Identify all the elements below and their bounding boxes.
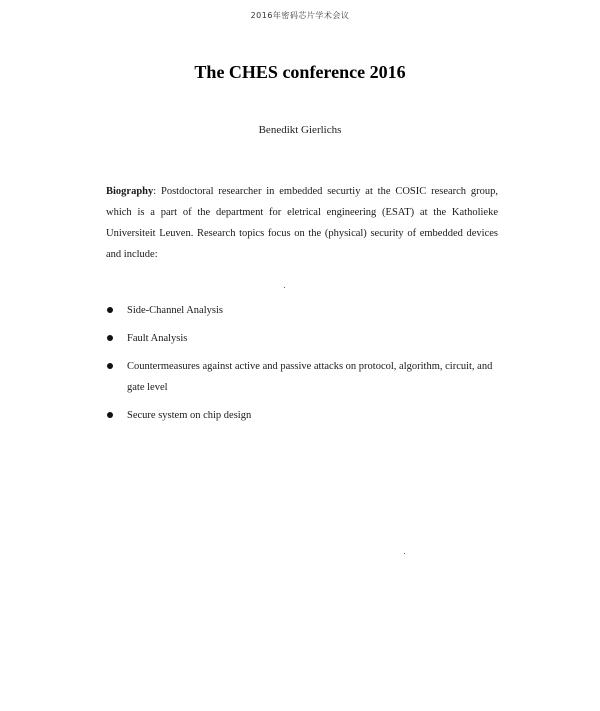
bullet-icon: [107, 335, 113, 341]
topic-text: Fault Analysis: [127, 333, 188, 344]
bullet-icon: [107, 412, 113, 418]
bullet-icon: [107, 363, 113, 369]
topic-text: Secure system on chip design: [127, 410, 252, 421]
topic-text: Countermeasures against active and passive attacks on protocol, algorithm, circuit, and gate level: [127, 361, 493, 393]
page-title: The CHES conference 2016: [194, 62, 406, 82]
author-name: Benedikt Gierlichs: [258, 124, 342, 136]
topic-item: [106, 300, 498, 321]
topic-item: [106, 356, 498, 398]
biography-paragraph: [106, 181, 498, 265]
scan-speck: [284, 287, 285, 288]
page-header-note: 2016年密码芯片学术会议: [250, 11, 350, 20]
biography-label: Biography: [106, 186, 154, 197]
research-topics-list: [106, 300, 498, 433]
topic-item: [106, 328, 498, 349]
bullet-icon: [107, 307, 113, 313]
biography-text: : Postdoctoral researcher in embedded securtiy at the COSIC research group, which is a part of the department for eletrical engineering (ESAT) at the Katholieke Universiteit Leuven. Research topics focus on the (physical) security of embedded devices and include:: [106, 186, 498, 260]
topic-text: Side-Channel Analysis: [127, 305, 223, 316]
topic-item: [106, 405, 498, 426]
scan-speck: [404, 553, 405, 554]
